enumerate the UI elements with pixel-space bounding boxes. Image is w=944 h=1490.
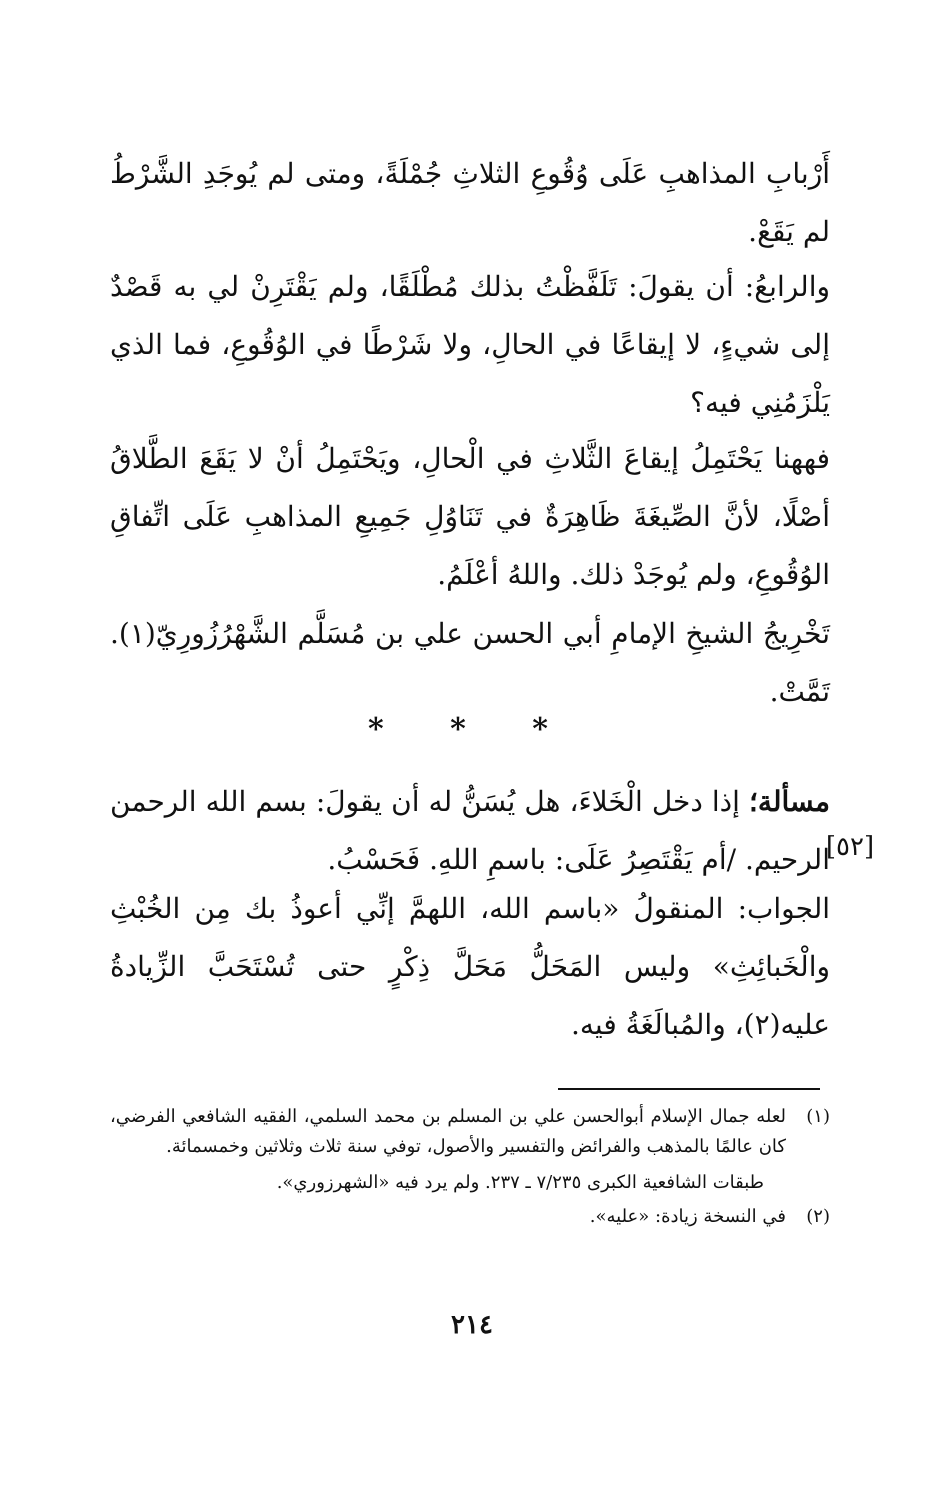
page-number: ٢١٤	[451, 1310, 493, 1340]
footnotes	[110, 1102, 830, 1232]
footnote-1-number: (١)	[806, 1106, 830, 1127]
question-paragraph	[110, 773, 830, 889]
footnote-1-reference: طبقات الشافعية الكبرى ٧/٢٣٥ ـ ٢٣٧. ولم يرد فيه «الشهرزوري».	[276, 1172, 764, 1193]
paragraph-2: والرابعُ: أن يقولَ: تَلَفَّظْتُ بذلك مُطْلَقًا، ولم يَقْتَرِنْ لي به قَصْدٌ إلى شيءٍ، لا إيقاعًا في الحالِ، ولا شَرْطًا في الوُقُوعِ، فما الذي يَلْزَمُنِي فيه؟	[110, 270, 830, 419]
answer-paragraph: الجواب: المنقولُ «باسم الله، اللهمَّ إنِّي أعوذُ بك مِن الخُبْثِ والْخَبائِثِ» وليس المَحَلُّ مَحَلَّ ذِكْرٍ حتى تُسْتَحَبَّ الزِّيادةُ عليه(٢)، والمُبالَغَةُ فيه.	[110, 892, 830, 1041]
question-body: إذا دخل الْخَلاءَ، هل يُسَنُّ له أن يقولَ: بسم الله الرحمن الرحيم. /أم يَقْتَصِرُ عَلَى: باسمِ اللهِ. فَحَسْبُ.	[110, 785, 830, 876]
footnote-divider	[558, 1088, 820, 1090]
paragraph-4: تَخْرِيجُ الشيخِ الإمامِ أبي الحسن علي بن مُسَلَّم الشَّهْرُزُورِيّ(١). تَمَّتْ.	[110, 617, 830, 708]
paragraph-3: فههنا يَحْتَمِلُ إيقاعَ الثَّلاثِ في الْحالِ، ويَحْتَمِلُ أنْ لا يَقَعَ الطَّلاقُ أصْلًا، لأنَّ الصِّيغَةَ ظَاهِرَةٌ في تَنَاوُلِ جَمِيعِ المذاهبِ عَلَى اتِّفاقِ الوُقُوعِ، ولم يُوجَدْ ذلك. واللهُ أعْلَمُ.	[110, 442, 830, 591]
footnote-2-number: (٢)	[806, 1206, 830, 1227]
manuscript-folio-marker: [٥٢]	[825, 832, 875, 862]
footnote-2-text: في النسخة زيادة: «عليه».	[589, 1206, 786, 1227]
footnote-1-text: لعله جمال الإسلام أبوالحسن علي بن المسلم بن محمد السلمي، الفقيه الشافعي الفرضي، كان عالمًا بالمذهب والفرائض والتفسير والأصول، توفي سنة ثلاث وثلاثين وخمسمائة.	[110, 1106, 786, 1157]
question-heading: مسألة؛	[749, 785, 830, 818]
paragraph-1: أَرْبابِ المذاهبِ عَلَى وُقُوعِ الثلاثِ جُمْلَةً، ومتى لم يُوجَدِ الشَّرْطُ لم يَقَعْ.	[110, 157, 830, 248]
footnote-1	[110, 1102, 830, 1162]
section-separator: * * *	[368, 712, 576, 747]
footnote-2	[110, 1202, 830, 1232]
